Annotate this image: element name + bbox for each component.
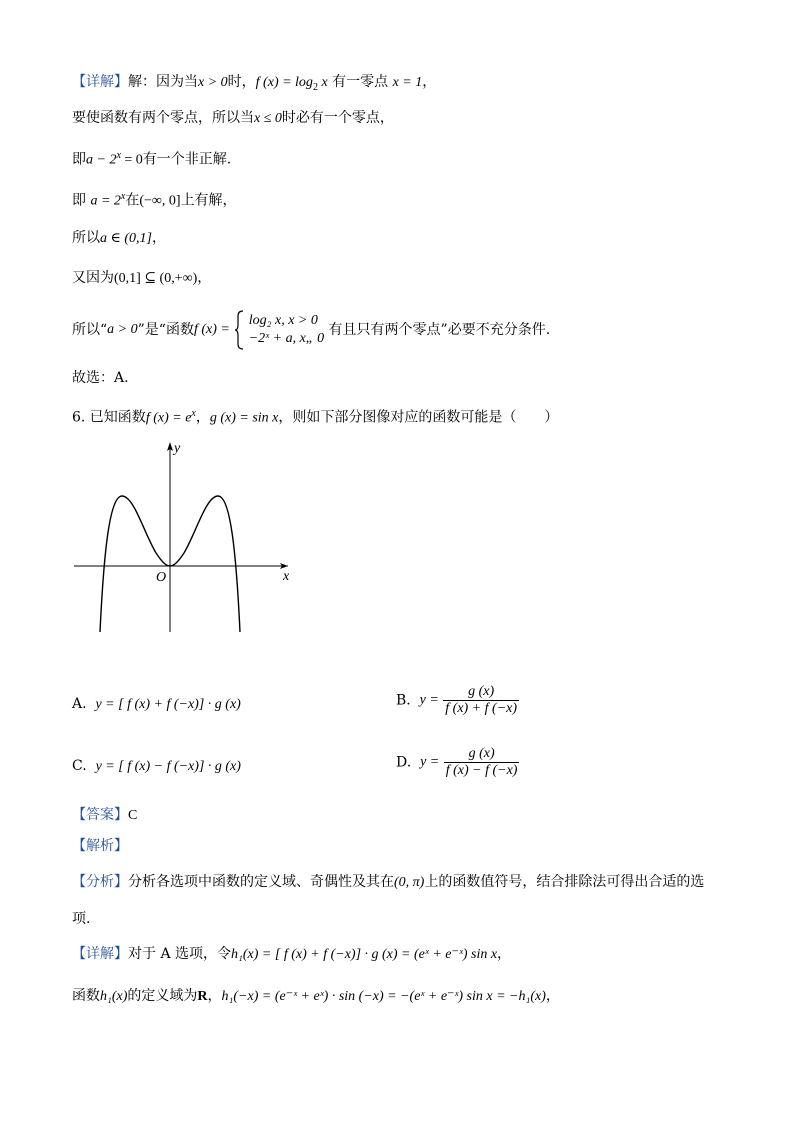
detail-line-6 (72, 268, 211, 289)
text: 项. (72, 911, 91, 927)
option-b-label: B. (396, 692, 411, 709)
math: (0,1] ⊆ (0,+∞) (114, 271, 198, 286)
math: f (x) = log (255, 75, 313, 90)
text: 即 (72, 151, 86, 168)
option-d-label: D. (396, 754, 412, 771)
text: 上的函数值符号，结合排除法可得出合适的选 (424, 874, 705, 890)
detail-line-4 (72, 187, 237, 212)
text: ， (422, 74, 437, 90)
option-d-denominator: f (x) − f (−x) (445, 763, 518, 778)
math-sup: x (116, 150, 121, 161)
detail-line-8 (72, 368, 129, 388)
math: h₁(x) (100, 989, 128, 1004)
option-b-fraction (443, 684, 519, 717)
text: 时必有一个零点， (281, 110, 394, 126)
text: ， (207, 988, 222, 1004)
detail2-line-1 (72, 944, 511, 965)
text: 有且只有两个零点”必要不充分条件. (328, 322, 551, 338)
math-sub: 2 (312, 81, 318, 93)
text: 要使函数有两个零点，所以当 (72, 110, 254, 126)
text: ， (195, 409, 210, 426)
text: ， (151, 230, 166, 246)
answer-line (72, 805, 137, 826)
option-b-denominator: f (x) + f (−x) (445, 701, 518, 716)
text: 在 (125, 192, 140, 209)
answer-tag: 【答案】 (72, 807, 128, 823)
text: 即 (72, 192, 91, 209)
left-brace-icon (234, 310, 244, 350)
text: ”是“函数 (137, 322, 194, 338)
answer-value: C (128, 808, 138, 823)
detail-line-1 (72, 72, 436, 98)
math: a > 0 (107, 322, 138, 337)
option-d (396, 746, 519, 779)
origin-label: O (156, 570, 167, 585)
analysis-header (72, 836, 128, 856)
text: ， (545, 988, 560, 1004)
text: 又因为 (72, 270, 114, 286)
text: ，则如下部分图像对应的函数可能是（ ） (278, 409, 559, 426)
option-b-numerator: g (x) (468, 684, 495, 699)
option-c-expr: y = [ f (x) − f (−x)] · g (x) (95, 759, 241, 774)
text: ， (197, 270, 212, 286)
detail-line-2 (72, 108, 394, 129)
text: 有一零点 (327, 74, 393, 90)
math: = 0 (120, 152, 143, 168)
option-b-lhs: y = (419, 692, 439, 708)
text: 函数 (72, 988, 100, 1004)
text: 对于 A 选项，令 (128, 946, 232, 962)
math: f (x) = (193, 322, 230, 337)
detail-line-5 (72, 228, 166, 249)
detail-line-7 (72, 310, 550, 350)
detail2-line-2 (72, 986, 560, 1007)
y-axis-label: y (174, 441, 181, 456)
text: 解：因为当 (128, 74, 198, 90)
option-d-lhs: y = (420, 754, 440, 770)
math: (−∞, 0] (139, 193, 181, 209)
text: 有一个非正解. (142, 151, 232, 168)
math: x (317, 75, 328, 90)
detail-line-3 (72, 146, 231, 171)
option-a-expr: y = [ f (x) + f (−x)] · g (x) (95, 697, 241, 712)
option-c-label: C. (72, 758, 87, 774)
text: 故选：A. (72, 370, 129, 386)
text: 上有解， (180, 192, 237, 209)
text: 所以“ (72, 322, 108, 338)
text: 的定义域为 (127, 988, 198, 1004)
math: x = 1 (392, 75, 423, 90)
option-a-label: A. (72, 696, 87, 712)
analysis-line-1 (72, 872, 704, 893)
math: a ∈ (0,1] (100, 231, 152, 246)
math: a = 2 (90, 193, 121, 209)
option-a (72, 696, 241, 713)
option-d-fraction (444, 746, 520, 779)
analysis-head-tag: 【解析】 (72, 838, 128, 854)
text: 时， (227, 74, 256, 90)
x-axis-label: x (283, 569, 290, 584)
analysis-tag: 【分析】 (72, 874, 128, 890)
text: 分析各选项中函数的定义域、奇偶性及其在 (128, 874, 394, 890)
detail-tag: 【详解】 (72, 946, 128, 962)
text: 6. 已知函数 (72, 409, 146, 426)
math: h₁(x) = [ f (x) + f (−x)] · g (x) = (eˣ + e⁻ˣ) sin x (231, 947, 498, 962)
option-b (396, 684, 519, 717)
math: x > 0 (198, 75, 228, 90)
text: ， (497, 946, 512, 962)
text: 所以 (72, 230, 100, 246)
analysis-line-2 (72, 909, 90, 929)
case-1: log₂ x, x > 0 (248, 313, 318, 328)
option-c (72, 758, 241, 775)
math: h₁(−x) = (e⁻ˣ + eˣ) · sin (−x) = −(eˣ + e⁻ˣ) sin x = −h₁(x) (221, 989, 546, 1004)
math-sup: x (191, 408, 196, 419)
question-6 (72, 404, 558, 429)
math: f (x) = e (145, 410, 192, 426)
math: g (x) = sin x (209, 410, 279, 426)
option-d-numerator: g (x) (468, 746, 495, 761)
piecewise-cases (249, 312, 324, 348)
case-2: −2ˣ + a, x„ 0 (248, 331, 325, 346)
math: x ≤ 0 (254, 111, 282, 126)
function-graph (70, 438, 300, 638)
math: R (197, 989, 208, 1004)
math: a − 2 (86, 152, 117, 168)
math-sup: x (120, 191, 126, 202)
math: (0, π) (394, 875, 425, 890)
detail-tag: 【详解】 (72, 74, 128, 90)
